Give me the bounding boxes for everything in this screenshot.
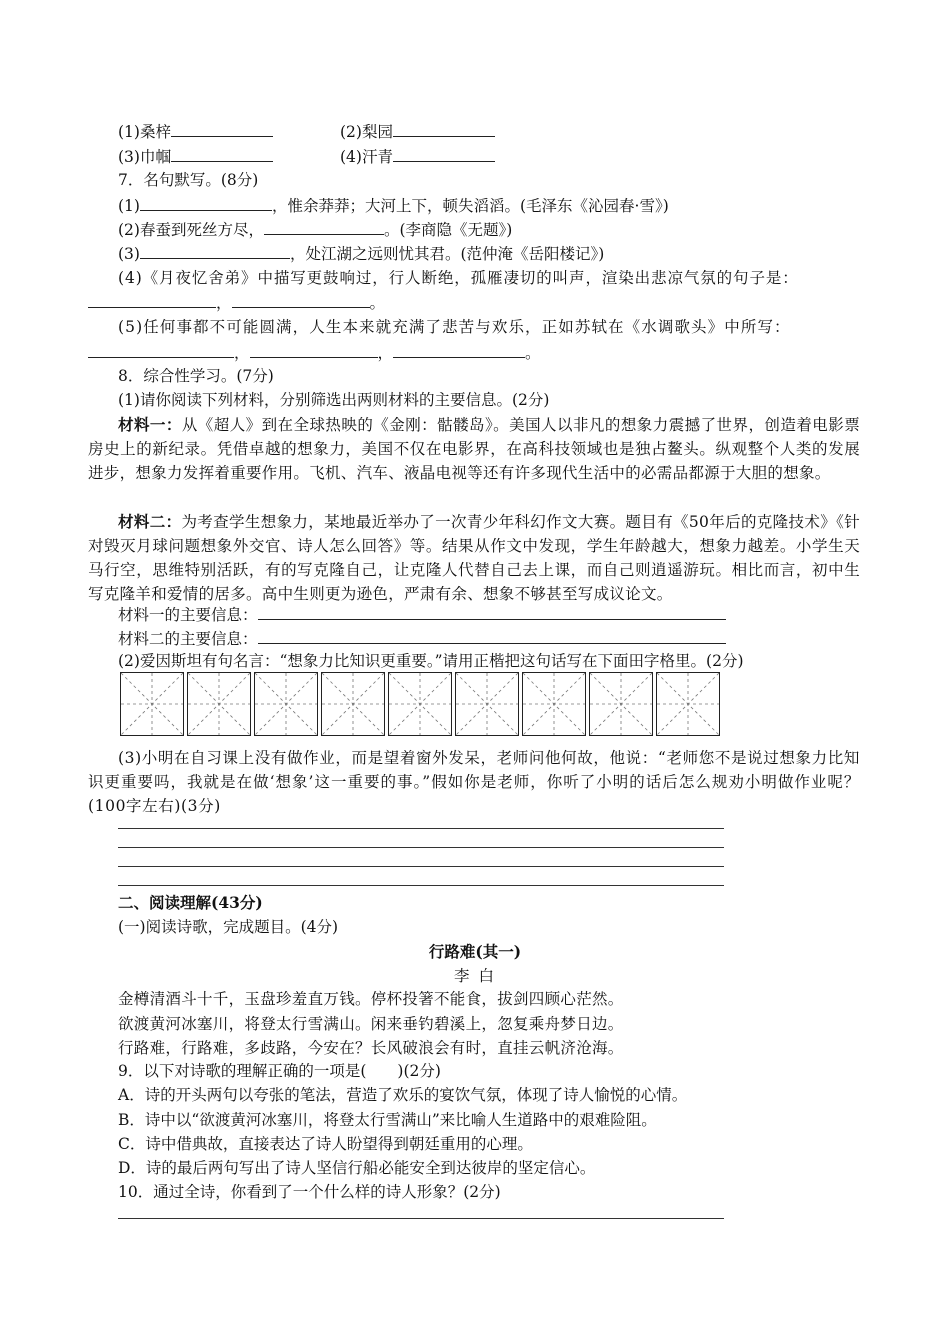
answer-blank[interactable] <box>250 341 378 358</box>
tianzige-cell[interactable] <box>388 672 452 736</box>
poem-line-3: 行路难，行路难，多歧路，今安在？长风破浪会有时，直挂云帆济沧海。 <box>118 1039 624 1057</box>
tianzige-cell[interactable] <box>254 672 318 736</box>
q8-title: 8．综合性学习。(7分) <box>118 367 274 385</box>
tianzige-cell[interactable] <box>187 672 251 736</box>
q6-item-2: (2)梨园 <box>340 120 495 143</box>
q7-line-3: (3) ，处江湖之远则忧其君。(范仲淹《岳阳楼记》) <box>118 242 604 265</box>
poem-author: 李 白 <box>454 967 496 985</box>
tianzige-cell[interactable] <box>120 672 184 736</box>
material-two-label: 材料二： <box>118 512 182 531</box>
tianzige-grid[interactable] <box>120 672 720 738</box>
q9-option-a[interactable]: A．诗的开头两句以夸张的笔法，营造了欢乐的宴饮气氛，体现了诗人愉悦的心情。 <box>118 1086 688 1104</box>
material-one-text: 从《超人》到在全球热映的《金刚：骷髅岛》。美国人以非凡的想象力震撼了世界，创造着电影票房史上的新纪录。凭借卓越的想象力，美国不仅在电影界，在高科技领域也是独占鳌头。纵观整个人类的发展进步，想象力发挥着重要作用。飞机、汽车、液晶电视等还有许多现代生活中的必需品都源于大胆的想象。 <box>88 416 861 482</box>
q7-line-5-blanks: ， ， 。 <box>88 341 541 364</box>
q9-option-d[interactable]: D．诗的最后两句写出了诗人坚信行船必能安全到达彼岸的坚定信心。 <box>118 1159 596 1177</box>
q8-sub1: (1)请你阅读下列材料，分别筛选出两则材料的主要信息。(2分) <box>118 391 550 409</box>
answer-blank[interactable] <box>88 341 234 358</box>
answer-line[interactable] <box>118 847 724 848</box>
tianzige-cell[interactable] <box>656 672 720 736</box>
answer-blank[interactable] <box>258 627 726 644</box>
section-two-sub: (一)阅读诗歌，完成题目。(4分) <box>118 918 339 936</box>
material-two-text: 为考查学生想象力，某地最近举办了一次青少年科幻作文大赛。题目有《50年后的克隆技术》《针对毁灭月球问题想象外交官、诗人怎么回答》等。结果从作文中发现，学生年龄越大，想象力越差。小学生天马行空，思维特别活跃，有的写克隆自己，让克隆人代替自己去上课，而自己则逍遥游玩。相比而言，初中生写克隆羊和爱情的居多。高中生则更为逊色，严肃有余、想象不够甚至写成议论文。 <box>88 513 860 603</box>
q6-item-1: (1)桑梓 <box>118 120 273 143</box>
answer-blank[interactable] <box>393 145 495 162</box>
q9-option-b[interactable]: B．诗中以“欲渡黄河冰塞川，将登太行雪满山”来比喻人生道路中的艰难险阻。 <box>118 1111 657 1129</box>
section-two-title: 二、阅读理解(43分) <box>118 893 263 912</box>
q6-item-4: (4)汗青 <box>340 145 495 168</box>
q9-option-c[interactable]: C．诗中借典故，直接表达了诗人盼望得到朝廷重用的心理。 <box>118 1135 533 1153</box>
q8-sub3: (3)小明在自习课上没有做作业，而是望着窗外发呆，老师问他何故，他说：“老师您不是说过想象力比知识更重要吗，我就是在做‘想象’这一重要的事。”假如你是老师，你听了小明的话后怎么规劝小明做作业呢？(100字左右)(3分) <box>88 749 860 815</box>
q9-stem: 9．以下对诗歌的理解正确的一项是( )(2分) <box>118 1062 441 1080</box>
q8-sub2: (2)爱因斯坦有句名言：“想象力比知识更重要。”请用正楷把这句话写在下面田字格里。(2分) <box>118 652 744 670</box>
material-one-label: 材料一： <box>118 415 182 434</box>
answer-line[interactable] <box>118 885 724 886</box>
material-two <box>88 510 860 606</box>
answer-blank[interactable] <box>140 194 272 211</box>
q7-line-1: (1) ，惟余莽莽；大河上下，顿失滔滔。(毛泽东《沁园春·雪》) <box>118 194 669 217</box>
tianzige-cell[interactable] <box>455 672 519 736</box>
material-two-answer: 材料二的主要信息： <box>118 627 726 650</box>
poem-title: 行路难(其一) <box>428 942 522 961</box>
q7-line-2: (2)春蚕到死丝方尽， 。(李商隐《无题》) <box>118 218 512 241</box>
poem-line-2: 欲渡黄河冰塞川，将登太行雪满山。闲来垂钓碧溪上，忽复乘舟梦日边。 <box>118 1015 624 1033</box>
answer-blank[interactable] <box>393 341 525 358</box>
tianzige-cell[interactable] <box>321 672 385 736</box>
q7-line-5: (5)任何事都不可能圆满，人生本来就充满了悲苦与欢乐，正如苏轼在《水调歌头》中所写： <box>118 318 791 336</box>
answer-line[interactable] <box>118 866 724 867</box>
answer-blank[interactable] <box>171 120 273 137</box>
q6-item-3: (3)巾帼 <box>118 145 273 168</box>
poem-line-1: 金樽清酒斗十千，玉盘珍羞直万钱。停杯投箸不能食，拔剑四顾心茫然。 <box>118 990 624 1008</box>
answer-blank[interactable] <box>140 242 290 259</box>
material-one <box>88 413 860 485</box>
q7-title: 7．名句默写。(8分) <box>118 171 259 189</box>
answer-blank[interactable] <box>393 120 495 137</box>
answer-blank[interactable] <box>171 145 273 162</box>
tianzige-cell[interactable] <box>522 672 586 736</box>
answer-blank[interactable] <box>88 291 216 308</box>
answer-line[interactable] <box>118 828 724 829</box>
material-one-answer: 材料一的主要信息： <box>118 603 726 626</box>
q7-line-4: (4)《月夜忆舍弟》中描写更鼓响过，行人断绝，孤雁凄切的叫声，渲染出悲凉气氛的句子是： <box>118 269 799 287</box>
answer-blank[interactable] <box>232 291 370 308</box>
tianzige-cell[interactable] <box>589 672 653 736</box>
q7-line-4-blanks: ， 。 <box>88 291 385 314</box>
answer-line[interactable] <box>118 1218 724 1219</box>
q10-stem: 10．通过全诗，你看到了一个什么样的诗人形象？(2分) <box>118 1183 501 1201</box>
answer-blank[interactable] <box>258 603 726 620</box>
answer-blank[interactable] <box>264 218 384 235</box>
